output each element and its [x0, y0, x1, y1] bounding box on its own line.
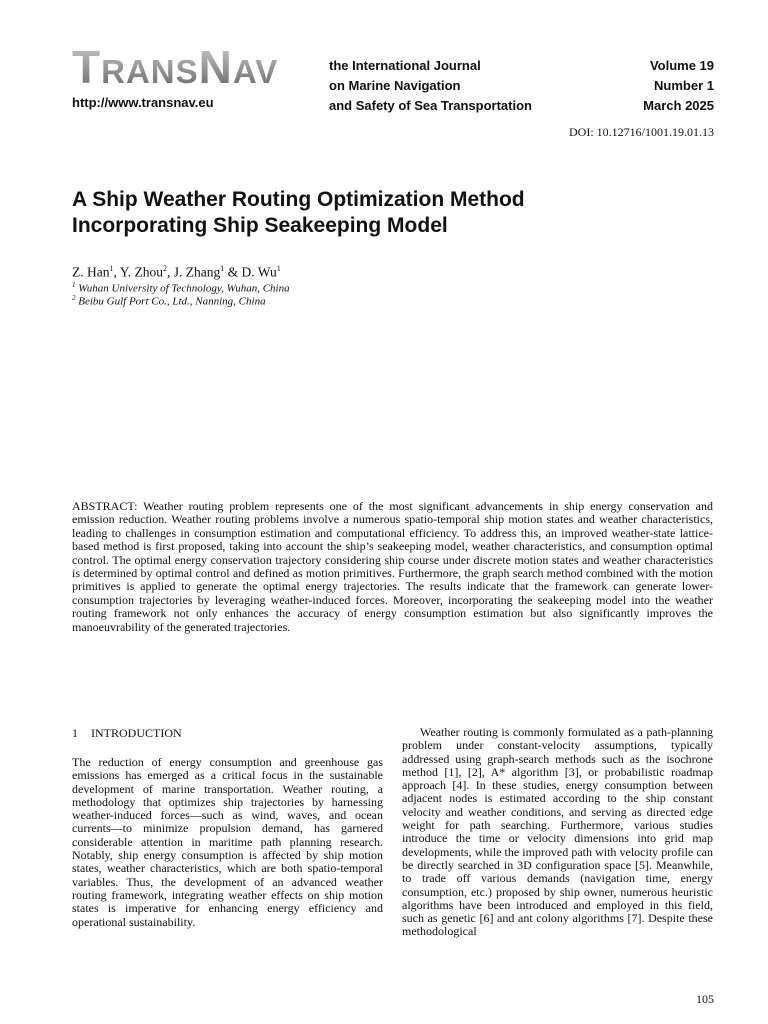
issue-info	[643, 56, 714, 116]
page-number: 105	[696, 992, 714, 1006]
journal-name	[329, 56, 532, 116]
author-separator: &	[224, 264, 242, 280]
abstract: ABSTRACT: Weather routing problem represents one of the most significant advancements in ship energy conservation and emission reduction. Weather routing problems involve a numerous spatio-temporal ship motion states and weather characteristics, leading to challenges in consumption estimation and computational efficiency. To address this, an improved weather-state lattice-based method is first proposed, taking into account the ship’s seakeeping model, weather characteristics, and consumption optimal control. The optimal energy conservation trajectory considering ship course under discrete motion states and weather characteristics is determined by optimal control and defined as motion primitives. Furthermore, the graph search method combined with the motion primitives is applied to generate the optimal energy trajectories. The results indicate that the framework can generate lower-consumption trajectories by leveraging weather-induced forces. Moreover, incorporating the seakeeping model into the weather routing framework not only enhances the accuracy of energy consumption estimation but also significantly improves the manoeuvrability of the generated trajectories.	[72, 499, 713, 634]
author-affiliation-mark: 1	[109, 264, 114, 273]
logo-letter: T	[72, 41, 102, 93]
logo-letters: RANS	[101, 53, 199, 90]
author-name: Z. Han	[72, 264, 110, 280]
author-affiliation-mark: 2	[163, 264, 168, 273]
journal-logo	[72, 41, 279, 95]
journal-name-line: the International Journal	[329, 58, 481, 73]
journal-name-line: on Marine Navigation	[329, 78, 461, 93]
author-separator: ,	[113, 264, 120, 280]
author-name: J. Zhang	[173, 264, 221, 280]
affiliation-text: Wuhan University of Technology, Wuhan, China	[78, 282, 290, 295]
body-paragraph-left: The reduction of energy consumption and greenhouse gas emissions has emerged as a critical focus in the sustainable development of marine transportation. Weather routing, a methodology that optimizes ship trajectories by harnessing weather-induced forces—such as wind, waves, and ocean currents—to minimize propulsion demand, has garnered considerable attention in maritime path planning research. Notably, ship energy consumption is affected by ship motion states, weather characteristics, which are both spatio-temporal variables. Thus, the development of an advanced weather routing framework, integrating weather effects on ship motion states is imperative for enhancing energy efficiency and operational sustainability.	[72, 755, 383, 929]
affiliation-number: 2	[72, 294, 76, 302]
author-affiliation-mark: 1	[220, 264, 225, 273]
author-list	[72, 264, 281, 281]
journal-url-link[interactable]: http://www.transnav.eu	[72, 95, 214, 110]
paper-title	[72, 187, 692, 239]
issue-number: Number 1	[654, 78, 714, 93]
affiliation-number: 1	[72, 281, 76, 289]
section-heading	[72, 726, 182, 741]
affiliation-text: Beibu Gulf Port Co., Ltd., Nanning, China	[78, 295, 266, 308]
issue-date: March 2025	[643, 98, 714, 113]
author-separator: ,	[167, 264, 174, 280]
affiliation	[72, 294, 266, 308]
doi[interactable]: DOI: 10.12716/1001.19.01.13	[569, 125, 714, 139]
section-number: 1	[72, 726, 78, 740]
section-title: INTRODUCTION	[91, 726, 182, 740]
logo-letters: AV	[232, 53, 279, 90]
author-affiliation-mark: 1	[276, 264, 281, 273]
author-name: Y. Zhou	[119, 264, 164, 280]
author-name: D. Wu	[241, 264, 277, 280]
body-paragraph-right: Weather routing is commonly formulated as a path-planning problem under constant-velocity assumptions, typically addressed using graph-search methods such as the isochrone method [1], [2], A* algorithm [3], or probabilistic roadmap approach [4]. In these studies, energy consumption between adjacent nodes is estimated according to the ship constant velocity and weather conditions, and serving as directed edge weight for path searching. Furthermore, various studies introduce the time or velocity dimensions into grid map developments, while the improved path with velocity profile can be directly searched in 3D configuration space [5]. Meanwhile, to trade off various demands (navigation time, energy consumption, etc.) proposed by ship owner, numerous heuristic algorithms have been introduced and employed in this field, such as genetic [6] and ant colony algorithms [7]. Despite these methodological	[402, 725, 713, 939]
volume: Volume 19	[649, 58, 714, 73]
paper-title-line: A Ship Weather Routing Optimization Method	[72, 188, 525, 211]
logo-letter: N	[198, 41, 233, 93]
paper-title-line: Incorporating Ship Seakeeping Model	[72, 214, 448, 237]
affiliation	[72, 281, 290, 295]
journal-name-line: and Safety of Sea Transportation	[329, 98, 532, 113]
